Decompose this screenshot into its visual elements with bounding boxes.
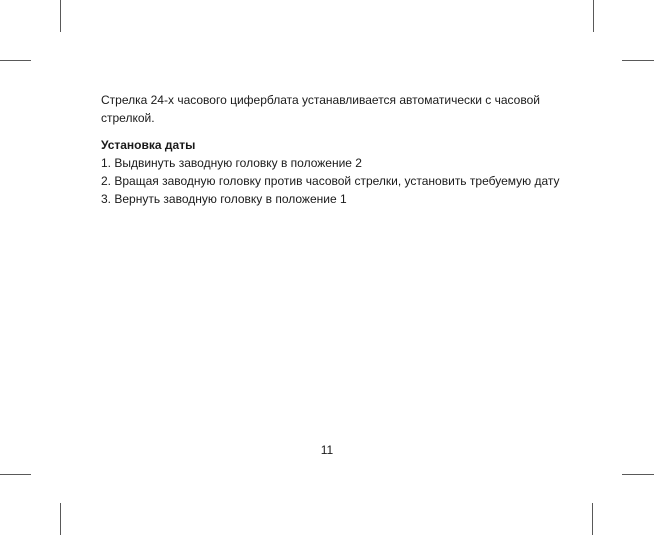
crop-mark-bottom-right-vertical: [592, 503, 593, 535]
crop-mark-bottom-right-horizontal: [622, 474, 654, 475]
step-item: 1. Выдвинуть заводную головку в положение 2: [101, 156, 362, 170]
crop-mark-bottom-left-vertical: [60, 503, 61, 535]
intro-paragraph: [101, 91, 540, 127]
crop-mark-top-left-horizontal: [0, 60, 31, 61]
crop-mark-top-right-horizontal: [622, 60, 654, 61]
crop-mark-bottom-left-horizontal: [0, 474, 31, 475]
step-item: 3. Вернуть заводную головку в положение 1: [101, 192, 347, 206]
crop-mark-top-left-vertical: [60, 0, 61, 32]
step-item: 2. Вращая заводную головку против часовой стрелки, установить требуемую дату: [101, 174, 560, 188]
date-setting-section: [101, 136, 560, 208]
intro-paragraph-line: Стрелка 24-х часового циферблата устанавливается автоматически с часовой: [101, 93, 540, 107]
crop-mark-top-right-vertical: [593, 0, 594, 32]
page-number: 11: [320, 443, 334, 457]
intro-paragraph-line: стрелкой.: [101, 111, 155, 125]
section-heading: Установка даты: [101, 138, 196, 152]
